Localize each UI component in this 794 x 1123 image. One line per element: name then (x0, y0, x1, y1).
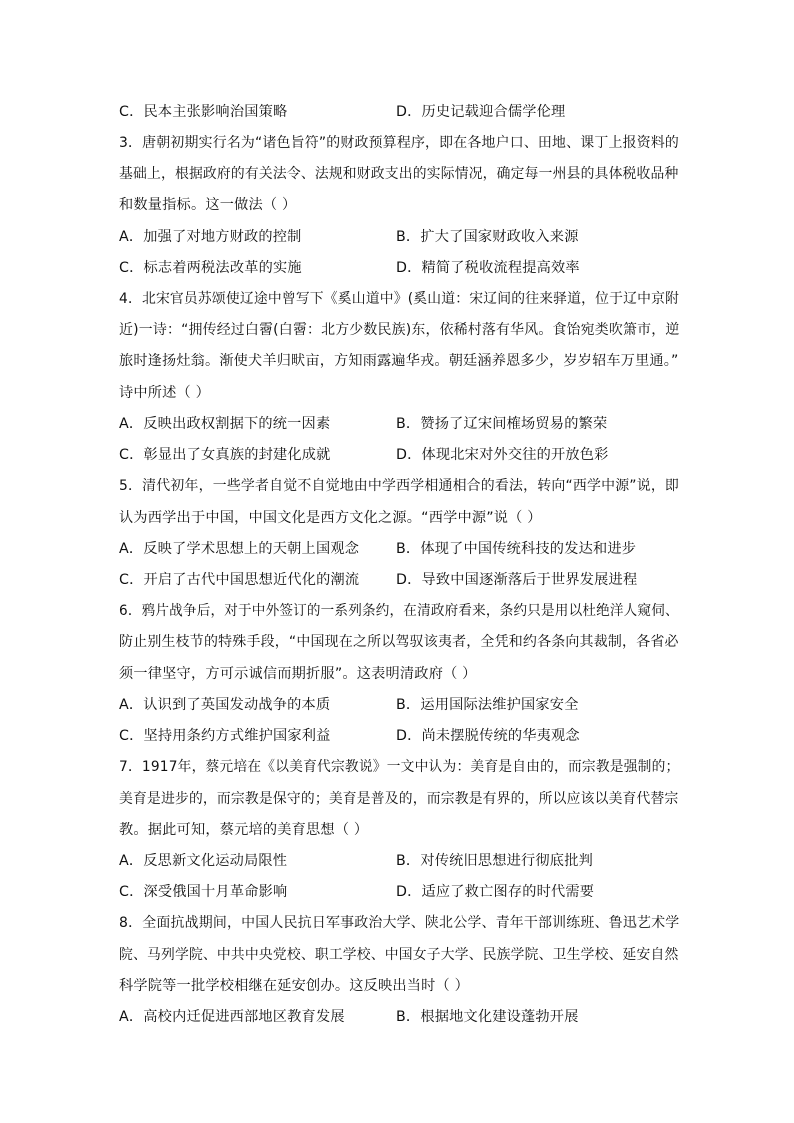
q2-option-c: C．民本主张影响治国策略 (119, 104, 288, 120)
q6-stem-line-1: 6．鸦片战争后，对于中外签订的一系列条约，在清政府看来，条约只是用以杜绝洋人窥伺、 (119, 603, 679, 619)
q8-stem-line-3: 科学院等一批学校相继在延安创办。这反映出当时（ ） (119, 978, 470, 994)
q8-stem-line-1: 8．全面抗战期间，中国人民抗日军事政治大学、陕北公学、青年干部训练班、鲁迅艺术学 (119, 915, 680, 931)
q3-option-c: C．标志着两税法改革的实施 (119, 260, 302, 276)
q5-option-c: C．开启了古代中国思想近代化的潮流 (119, 572, 360, 588)
q7-stem-line-1: 7．1917年，蔡元培在《以美育代宗教说》一文中认为：美育是自由的，而宗教是强制的； (119, 759, 680, 775)
q5-option-a: A．反映了学术思想上的天朝上国观念 (119, 541, 360, 557)
q6-option-d: D．尚未摆脱传统的华夷观念 (396, 728, 580, 744)
q6-option-b: B．运用国际法维护国家安全 (396, 697, 579, 713)
q8-stem-line-2: 院、马列学院、中共中央党校、职工学校、中国女子大学、民族学院、卫生学校、延安自然 (119, 947, 679, 963)
q7-option-c: C．深受俄国十月革命影响 (119, 884, 288, 900)
q5-option-d: D．导致中国逐渐落后于世界发展进程 (396, 572, 638, 588)
q3-stem-line-3: 和数量指标。这一做法（ ） (119, 197, 297, 213)
q7-option-d: D．适应了救亡图存的时代需要 (396, 884, 595, 900)
q8-option-b: B．根据地文化建设蓬勃开展 (396, 1009, 579, 1025)
q7-option-b: B．对传统旧思想进行彻底批判 (396, 853, 593, 869)
q5-stem-line-1: 5．清代初年，一些学者自觉不自觉地由中学西学相通相合的看法，转向“西学中源”说，即 (119, 478, 680, 494)
q3-stem-line-2: 基础上，根据政府的有关法令、法规和财政支出的实际情况，确定每一州县的具体税收品种 (119, 166, 679, 182)
q6-option-a: A．认识到了英国发动战争的本质 (119, 697, 331, 713)
q4-stem-line-2: 近)一诗：“拥传经过白霫(白霫：北方少数民族)东，依稀村落有华风。食饴宛类吹箫市，逆 (119, 322, 680, 338)
q4-option-d: D．体现北宋对外交往的开放色彩 (396, 447, 609, 463)
q3-stem-line-1: 3．唐朝初期实行名为“诸色旨符”的财政预算程序，即在各地户口、田地、课丁上报资料的 (119, 135, 680, 151)
q8-option-a: A．高校内迁促进西部地区教育发展 (119, 1009, 345, 1025)
q6-stem-line-3: 须一律坚守，方可示诚信而期折服”。这表明清政府（ ） (119, 666, 477, 682)
q4-stem-line-3: 旅时逢扬灶翁。渐使犬羊归畎亩，方知雨露遍华戎。朝廷涵养恩多少，岁岁轺车万里通。” (119, 353, 679, 369)
q7-stem-line-3: 教。据此可知，蔡元培的美育思想（ ） (119, 822, 369, 838)
q4-option-a: A．反映出政权割据下的统一因素 (119, 416, 331, 432)
q3-option-d: D．精简了税收流程提高效率 (396, 260, 580, 276)
q4-stem-line-4: 诗中所述（ ） (119, 385, 211, 401)
q7-option-a: A．反思新文化运动局限性 (119, 853, 288, 869)
q7-stem-line-2: 美育是进步的，而宗教是保守的；美育是普及的，而宗教是有界的，所以应该以美育代替宗 (119, 791, 679, 807)
q3-option-b: B．扩大了国家财政收入来源 (396, 229, 579, 245)
q5-stem-line-2: 认为西学出于中国，中国文化是西方文化之源。“西学中源”说（ ） (119, 510, 542, 526)
q4-option-c: C．彰显出了女真族的封建化成就 (119, 447, 331, 463)
q6-stem-line-2: 防止别生枝节的特殊手段，“中国现在之所以驾驭该夷者，全凭和约各条向其裁制，各省必 (119, 634, 679, 650)
q5-option-b: B．体现了中国传统科技的发达和进步 (396, 541, 637, 557)
q2-option-d: D．历史记载迎合儒学伦理 (396, 104, 566, 120)
q3-option-a: A．加强了对地方财政的控制 (119, 229, 302, 245)
q4-option-b: B．赞扬了辽宋间榷场贸易的繁荣 (396, 416, 608, 432)
q6-option-c: C．坚持用条约方式维护国家利益 (119, 728, 331, 744)
q4-stem-line-1: 4．北宋官员苏颂使辽途中曾写下《奚山道中》(奚山道：宋辽间的往来驿道，位于辽中京附 (119, 291, 680, 307)
